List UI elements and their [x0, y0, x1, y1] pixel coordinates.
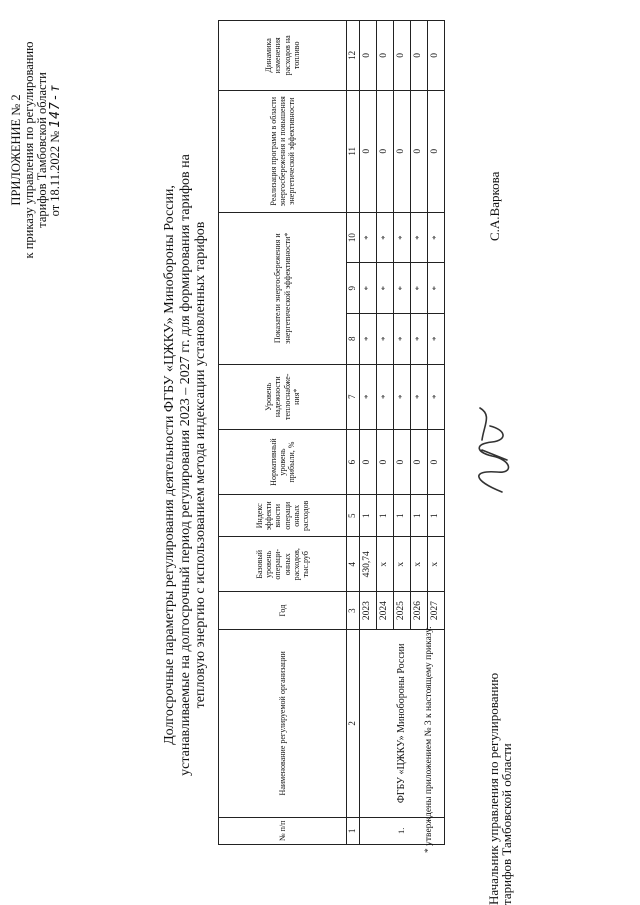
header-profit: Нормативный уровень прибыли, %: [219, 429, 347, 494]
header-dynamics: Динамика изменения расходов на топливо: [219, 21, 347, 91]
header-row: [219, 21, 347, 845]
profit-cell: 0: [377, 429, 394, 494]
handwritten-signature: [462, 390, 522, 500]
profit-cell: 0: [428, 429, 445, 494]
base-cell: x: [394, 537, 411, 592]
signatory-position: [487, 665, 513, 905]
order-number: 147-т: [48, 83, 63, 128]
row-number: 1.: [360, 817, 445, 844]
profit-cell: 0: [411, 429, 428, 494]
signatory-name: С.А.Варкова: [487, 171, 502, 241]
energy-cell: *: [411, 314, 428, 365]
header-org: Наименование регулируемой организации: [219, 630, 347, 818]
energy-cell: *: [360, 263, 377, 314]
reliability-cell: *: [411, 364, 428, 429]
programs-cell: 0: [411, 90, 428, 212]
energy-cell: *: [360, 212, 377, 263]
header-energy: Показатели энергосбережения и энергетической эффективности*: [219, 212, 347, 364]
energy-cell: *: [394, 212, 411, 263]
document-title: Долгосрочные параметры регулирования деятельности ФГБУ «ЦЖКУ» Минобороны России, устанавливаемые на долгосрочный период регулирования 2023 – 2027 гг. для формирования тарифов на тепловую энергию с использованием метода индексации установленных тарифов: [162, 154, 208, 776]
energy-cell: *: [377, 212, 394, 263]
dynamics-cell: 0: [394, 21, 411, 91]
col-number: 10: [347, 212, 360, 263]
energy-cell: *: [428, 263, 445, 314]
index-cell: 1: [411, 495, 428, 537]
energy-cell: *: [360, 314, 377, 365]
parameters-table: [218, 20, 445, 845]
dynamics-cell: 0: [428, 21, 445, 91]
authority-name: тарифов Тамбовской области: [35, 72, 49, 228]
energy-cell: *: [428, 212, 445, 263]
col-number: 2: [347, 630, 360, 818]
index-cell: 1: [360, 495, 377, 537]
programs-cell: 0: [377, 90, 394, 212]
col-number: 5: [347, 495, 360, 537]
header-base: Базовый уровень операци-онных расходов, тыс.руб: [219, 537, 347, 592]
year-cell: 2024: [377, 592, 394, 630]
col-number: 4: [347, 537, 360, 592]
programs-cell: 0: [394, 90, 411, 212]
position-line: тарифов Тамбовской области: [499, 743, 514, 905]
header-index: Индекс эффекти вности операци онных расходов: [219, 495, 347, 537]
index-cell: 1: [394, 495, 411, 537]
base-cell: x: [428, 537, 445, 592]
base-cell: x: [411, 537, 428, 592]
col-number: 6: [347, 429, 360, 494]
table-row: [360, 21, 377, 845]
dynamics-cell: 0: [360, 21, 377, 91]
energy-cell: *: [377, 263, 394, 314]
col-number: 7: [347, 364, 360, 429]
col-number: 9: [347, 263, 360, 314]
header-year: Год: [219, 592, 347, 630]
profit-cell: 0: [394, 429, 411, 494]
position-line: Начальник управления по регулированию: [486, 672, 501, 905]
order-date: от 18.11.2022 № 147-т: [48, 83, 63, 217]
appendix-number: ПРИЛОЖЕНИЕ № 2: [9, 94, 23, 206]
organization-name: ФГБУ «ЦЖКУ» Минобороны России: [360, 630, 445, 818]
reliability-cell: *: [377, 364, 394, 429]
energy-cell: *: [377, 314, 394, 365]
year-cell: 2026: [411, 592, 428, 630]
energy-cell: *: [411, 263, 428, 314]
footnote: * утверждены приложением № 3 к настоящему приказу.: [424, 626, 434, 853]
energy-cell: *: [428, 314, 445, 365]
approval-block: [10, 35, 62, 265]
reliability-cell: *: [394, 364, 411, 429]
col-number: 8: [347, 314, 360, 365]
col-number: 1: [347, 817, 360, 844]
reliability-cell: *: [360, 364, 377, 429]
base-cell: x: [377, 537, 394, 592]
header-reliability: Уровень надежности теплоснабже-ния*: [219, 364, 347, 429]
year-cell: 2027: [428, 592, 445, 630]
base-cell: 430,74: [360, 537, 377, 592]
energy-cell: *: [394, 314, 411, 365]
col-number: 3: [347, 592, 360, 630]
dynamics-cell: 0: [411, 21, 428, 91]
index-cell: 1: [428, 495, 445, 537]
col-number: 11: [347, 90, 360, 212]
column-number-row: [347, 21, 360, 845]
col-number: 12: [347, 21, 360, 91]
index-cell: 1: [377, 495, 394, 537]
year-cell: 2025: [394, 592, 411, 630]
programs-cell: 0: [360, 90, 377, 212]
header-num: № п/п: [219, 817, 347, 844]
order-reference: к приказу управления по регулированию: [22, 41, 36, 259]
year-cell: 2023: [360, 592, 377, 630]
profit-cell: 0: [360, 429, 377, 494]
dynamics-cell: 0: [377, 21, 394, 91]
energy-cell: *: [394, 263, 411, 314]
programs-cell: 0: [428, 90, 445, 212]
energy-cell: *: [411, 212, 428, 263]
reliability-cell: *: [428, 364, 445, 429]
header-programs: Реализация программ в области энергосбережения и повышения энергетической эффективности: [219, 90, 347, 212]
